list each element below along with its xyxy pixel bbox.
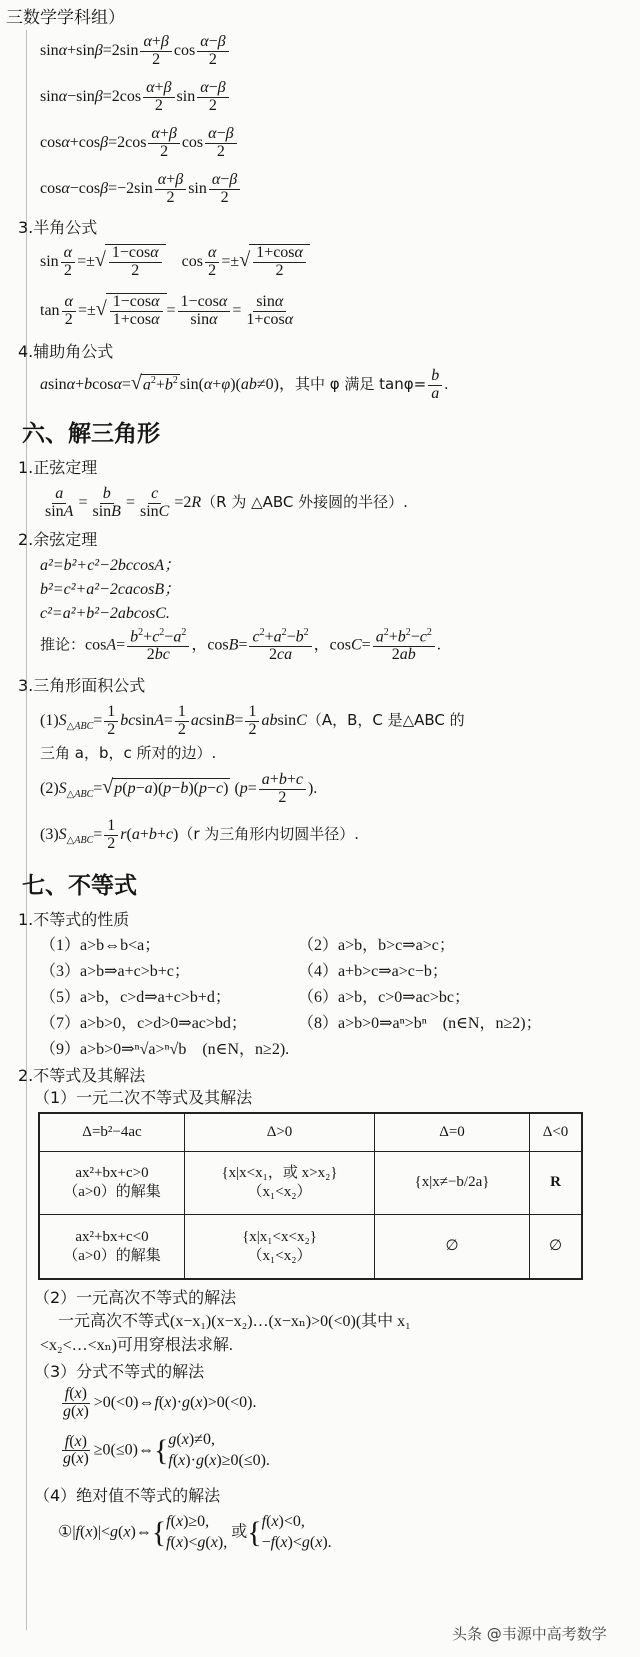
property-3: （3）a>b⇒a+c>b+c；: [40, 963, 190, 980]
table-cell: [185, 1215, 375, 1279]
heading-quadratic-inequality: （1）一元二次不等式及其解法: [34, 1088, 253, 1107]
heading-area: 3.三角形面积公式: [18, 676, 146, 695]
section-title-triangle: 六、解三角形: [22, 421, 160, 447]
formula-diff-cos: cosα−cosβ=−2sin $\frac{\alpha+\beta}{2}$ sin $\frac{\alpha-\beta}{2}$: [40, 172, 242, 207]
corollary-label: 推论：: [40, 635, 86, 654]
section-title-inequality: 七、不等式: [22, 873, 137, 899]
cosine-law-a: a²=b²+c²−2bccosA；: [40, 557, 181, 574]
heading-half-angle: 3.半角公式: [18, 218, 98, 237]
page-header: 三数学学科组）: [6, 8, 125, 28]
sine-law-note: （R 为 △ABC 外接圆的半径）.: [201, 492, 408, 511]
heading-absolute-value: （4）绝对值不等式的解法: [34, 1486, 221, 1505]
formula-absolute-value: ①|f(x)|<g(x)⇔{ f(x)≥0, f(x)<g(x), 或{ f(x)<0, −f(x)<g(x).: [58, 1513, 332, 1551]
table-cell: ∅: [530, 1215, 583, 1279]
formula-cosine-corollary: 推论：cosA= $\frac{b^2+c^2-a^2}{2bc}$ ，cosB= $\frac{c^2+a^2-b^2}{2ca}$ ，cosC= $\frac{a^2+b^2-c^2}{2ab}$ .: [40, 627, 441, 664]
cell-line: {x|x₁<x<x₂}: [242, 1228, 317, 1245]
table-header-discriminant: Δ=b²−4ac: [39, 1113, 185, 1151]
table-cell: [39, 1215, 185, 1279]
formula-area-inradius: $(3)S_{\triangle ABC}=$ $\frac{1}{2}$ r(a+b+c)（r 为三角形内切圆半径）.: [40, 817, 360, 852]
formula-half-sin-cos: sin $\frac{\alpha}{2}$ =±√ $\frac{1-\cos\alpha}{2}$ cos $\frac{\alpha}{2}$ =±√ $\frac{1+\cos\alpha}{2}$: [40, 244, 310, 280]
property-1: （1）a>b⇔b<a；: [40, 937, 161, 954]
property-7: （7）a>b>0，c>d>0⇒ac>bd；: [40, 1015, 247, 1032]
property-2: （2）a>b，b>c⇒a>c；: [298, 937, 455, 954]
table-row: [39, 1215, 582, 1279]
area-3-note: （r 为三角形内切圆半径）.: [178, 824, 360, 843]
heading-cosine-law: 2.余弦定理: [18, 530, 98, 549]
heading-sine-law: 1.正弦定理: [18, 458, 98, 477]
high-degree-line-1: 一元高次不等式(x−x₁)(x−x₂)…(x−xₙ)>0(<0)(其中 x₁: [58, 1313, 411, 1330]
table-header-positive: Δ>0: [185, 1113, 375, 1151]
property-6: （6）a>b，c>0⇒ac>bc；: [298, 989, 470, 1006]
cell-line: （a>0）的解集: [63, 1183, 161, 1200]
formula-sum-cos: cosα+cosβ=2cos $\frac{\alpha+\beta}{2}$ cos $\frac{\alpha-\beta}{2}$: [40, 126, 239, 161]
quadratic-inequality-table: [38, 1112, 583, 1280]
cell-line: （x₁<x₂）: [247, 1183, 312, 1200]
table-cell: R: [530, 1151, 583, 1215]
property-9: （9）a>b>0⇒ⁿ√a>ⁿ√b (n∈N，n≥2).: [40, 1041, 290, 1058]
cell-line: ax²+bx+c<0: [75, 1228, 149, 1245]
property-5: （5）a>b，c>d⇒a+c>b+d；: [40, 989, 231, 1006]
property-4: （4）a+b>c⇒a>c−b；: [298, 963, 448, 980]
heading-aux-angle: 4.辅助角公式: [18, 342, 114, 361]
table-row: [39, 1151, 582, 1215]
high-degree-line-2: <x₂<…<xₙ)可用穿根法求解.: [40, 1337, 233, 1354]
cell-line: （a>0）的解集: [63, 1247, 161, 1264]
formula-half-tan: tan $\frac{\alpha}{2}$ =±√ $\frac{1-\cos\alpha}{1+\cos\alpha}$ = $\frac{1-\cos\alpha}{\sin\alpha}$ = $\frac{\sin\alpha}{1+\cos\alpha}$: [40, 293, 294, 328]
cosine-law-c: c²=a²+b²−2abcosC.: [40, 605, 170, 622]
formula-aux-angle: $asin\alpha+bcos\alpha=√a^2+b^2$ sin(α+φ)(ab≠0)，其中 φ 满足 tanφ= $\frac{b}{a}$ .: [40, 367, 449, 402]
formula-area-heron: $(2)S_{\triangle ABC}=√p(p-a)(p-b)(p-c)$ (p= $\frac{a+b+c}{2}$ ).: [40, 771, 318, 806]
heading-solving-inequalities: 2.不等式及其解法: [18, 1066, 146, 1085]
table-cell: ∅: [375, 1215, 530, 1279]
property-8: （8）a>b>0⇒aⁿ>bⁿ (n∈N，n≥2)；: [298, 1015, 542, 1032]
cell-line: ax²+bx+c>0: [75, 1165, 149, 1182]
formula-fractional-2: $\frac{f(x)}{g(x)}$ ≥0(≤0)⇔{ g(x)≠0, f(x)·g(x)≥0(≤0).: [63, 1431, 270, 1469]
formula-area-1: $(1)S_{\triangle ABC}=$ $\frac{1}{2}$ bcsinA= $\frac{1}{2}$ acsinB= $\frac{1}{2}$ absinC（A，B，C 是△ABC 的: [40, 703, 465, 738]
cell-line: （x₁<x₂）: [247, 1247, 312, 1264]
table-cell: {x|x≠−b/2a}: [375, 1151, 530, 1215]
formula-sum-sin: sinα+sinβ=2sin $\frac{\alpha+\beta}{2}$ cos $\frac{\alpha-\beta}{2}$: [40, 34, 231, 69]
table-header-negative: Δ<0: [530, 1113, 583, 1151]
formula-diff-sin: sinα−sinβ=2cos $\frac{\alpha+\beta}{2}$ sin $\frac{\alpha-\beta}{2}$: [40, 80, 231, 115]
cosine-law-b: b²=c²+a²−2cacosB；: [40, 581, 181, 598]
margin-rule: [26, 30, 27, 1630]
area-1-continuation: 三角 a，b，c 所对的边）.: [40, 744, 217, 762]
area-1-note: （A，B，C 是△ABC 的: [306, 710, 465, 729]
watermark: 头条 @韦源中高考数学: [452, 1625, 607, 1643]
formula-fractional-1: $\frac{f(x)}{g(x)}$ >0(<0)⇔f(x)·g(x)>0(<0).: [63, 1385, 257, 1420]
heading-fractional: （3）分式不等式的解法: [34, 1362, 205, 1381]
aux-angle-condition: 其中 φ 满足 tanφ=: [294, 374, 427, 393]
formula-sine-law: $\frac{a}{\sin A}$ = $\frac{b}{\sin B}$ = $\frac{c}{\sin C}$ =2R（R 为 △ABC 外接圆的半径）.: [45, 485, 408, 520]
table-cell: [39, 1151, 185, 1215]
heading-high-degree: （2）一元高次不等式的解法: [34, 1288, 237, 1307]
cell-line: {x|x<x₁，或 x>x₂}: [221, 1165, 338, 1182]
heading-inequality-properties: 1.不等式的性质: [18, 910, 130, 929]
table-cell: [185, 1151, 375, 1215]
table-header-zero: Δ=0: [375, 1113, 530, 1151]
